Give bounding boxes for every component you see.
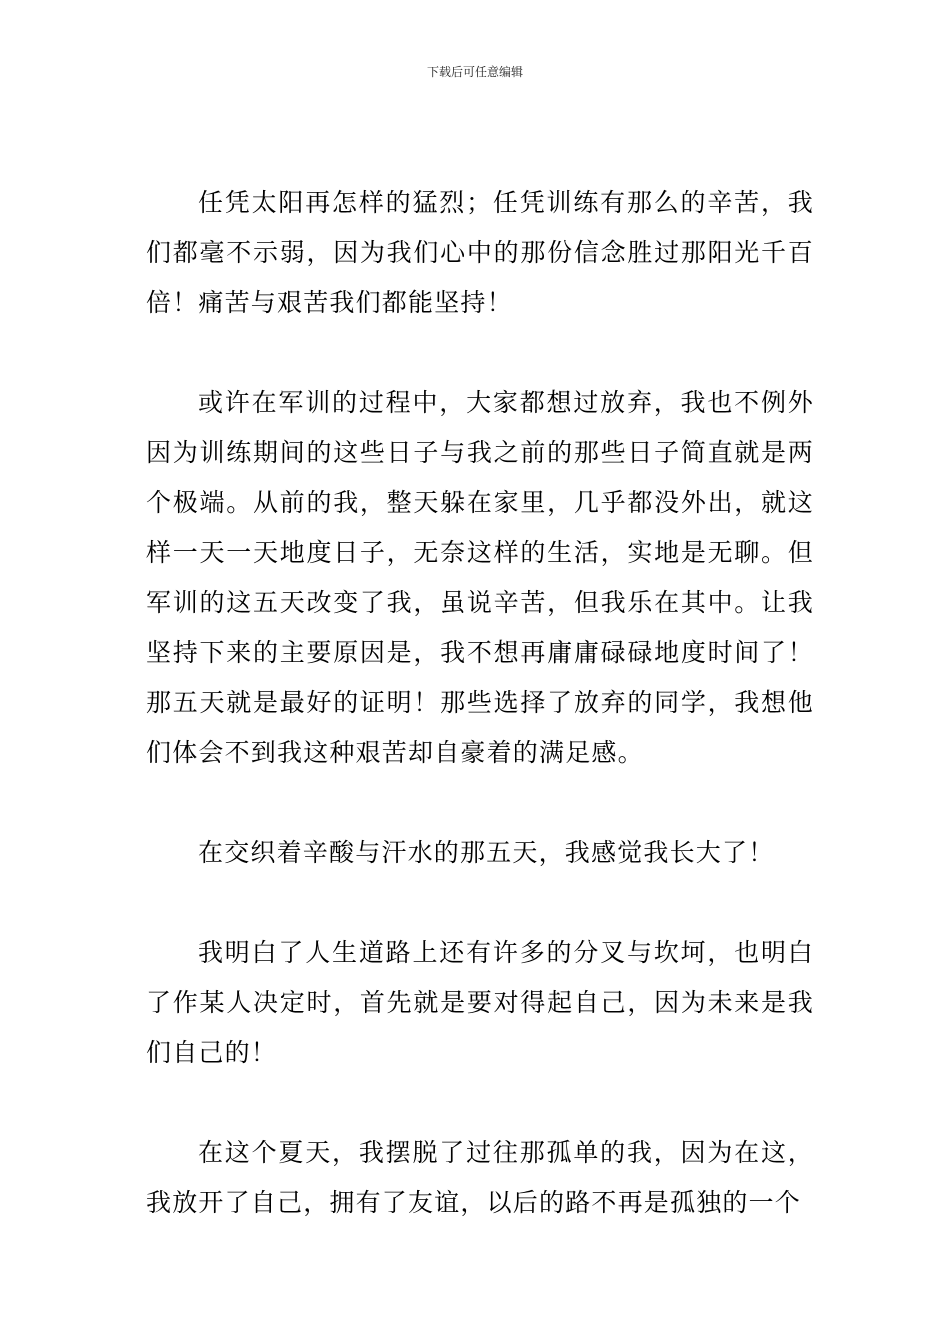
page-header: 下载后可任意编辑 xyxy=(426,65,523,79)
paragraph-5: 在这个夏天，我摆脱了过往那孤单的我，因为在这，我放开了自己，拥有了友谊，以后的路不再是孤独的一个 xyxy=(146,1138,814,1217)
paragraph-3: 在交织着辛酸与汗水的那五天，我感觉我长大了！ xyxy=(198,838,775,867)
document-body xyxy=(146,178,814,1228)
paragraph-2: 或许在军训的过程中，大家都想过放弃，我也不例外因为训练期间的这些日子与我之前的那些日子简直就是两个极端。从前的我，整天躲在家里，几乎都没外出，就这样一天一天地度日子，无奈这样的生活，实地是无聊。但军训的这五天改变了我，虽说辛苦，但我乐在其中。让我坚持下来的主要原因是，我不想再庸庸碌碌地度时间了！那五天就是最好的证明！那些选择了放弃的同学，我想他们体会不到我这种艰苦却自豪着的满足感。 xyxy=(146,388,814,767)
paragraph-4: 我明白了人生道路上还有许多的分叉与坎坷，也明白了作某人决定时，首先就是要对得起自己，因为未来是我们自己的！ xyxy=(146,938,814,1067)
paragraph-1: 任凭太阳再怎样的猛烈；任凭训练有那么的辛苦，我们都毫不示弱，因为我们心中的那份信念胜过那阳光千百倍！痛苦与艰苦我们都能坚持！ xyxy=(146,188,814,317)
